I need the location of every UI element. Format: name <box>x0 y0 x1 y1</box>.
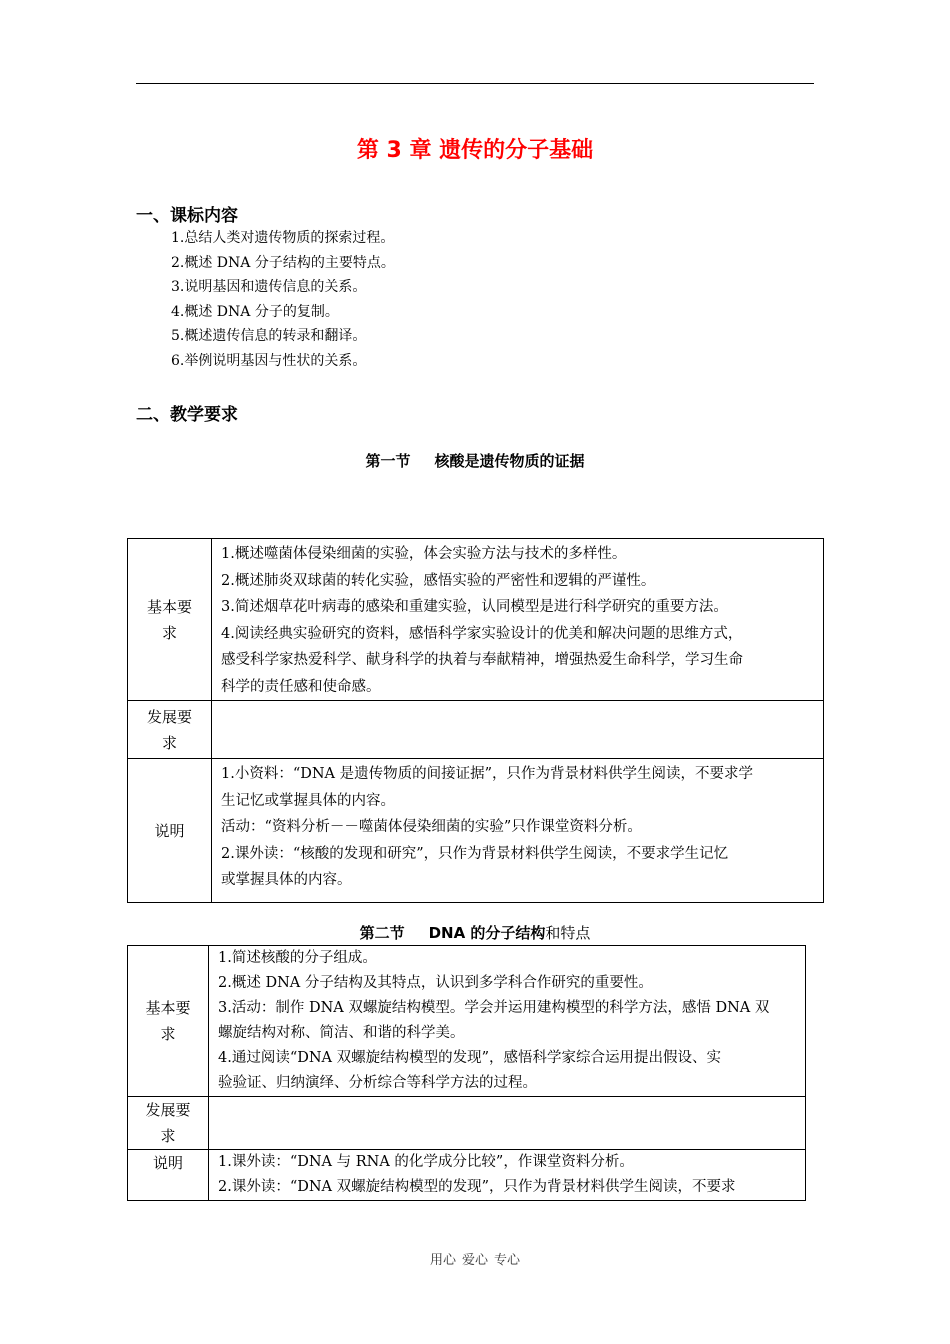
list-item: 3.说明基因和遗传信息的关系。 <box>171 279 367 296</box>
requirements-table-2 <box>127 945 806 1201</box>
row-label: 说明 <box>128 759 212 903</box>
list-item: 4.概述 DNA 分子的复制。 <box>171 303 339 320</box>
list-item: 6.举例说明基因与性状的关系。 <box>171 352 367 369</box>
section-heading-curriculum: 一、课标内容 <box>136 206 238 226</box>
subsection-name: DNA 的分子结构 <box>428 924 546 942</box>
row-content: 1.概述噬菌体侵染细菌的实验，体会实验方法与技术的多样性。 2.概述肺炎双球菌的转化实验，感悟实验的严密性和逻辑的严谨性。 3.简述烟草花叶病毒的感染和重建实验，认同模型是进行科学研究的重要方法。 4.阅读经典实验研究的资料，感悟科学家实验设计的优美和解决问题的思维方式， 感受科学家热爱科学、献身科学的执着与奉献精神，增强热爱生命科学，学习生命 科学的责任感和使命感。 <box>212 539 824 701</box>
row-label: 发展要 求 <box>128 701 212 759</box>
section-heading-teaching: 二、教学要求 <box>136 405 238 425</box>
table-row <box>128 946 806 1097</box>
chapter-title: 第 3 章 遗传的分子基础 <box>356 138 594 163</box>
subsection-number: 第二节 <box>359 924 405 942</box>
table-row <box>128 1150 806 1201</box>
row-label: 基本要 求 <box>128 946 209 1097</box>
curriculum-list <box>171 226 395 374</box>
table-row <box>128 1097 806 1150</box>
row-content: 1.简述核酸的分子组成。 2.概述 DNA 分子结构及其特点，认识到多学科合作研究的重要性。 3.活动：制作 DNA 双螺旋结构模型。学会并运用建构模型的科学方法，感悟 DNA 双 螺旋结构对称、简洁、和谐的科学美。 4.通过阅读“DNA 双螺旋结构模型的发现”，感悟科学家综合运用提出假设、实 验验证、归纳演绎、分析综合等科学方法的过程。 <box>209 946 806 1097</box>
list-item: 2.概述 DNA 分子结构的主要特点。 <box>171 254 395 271</box>
table-row <box>128 759 824 903</box>
row-label: 说明 <box>128 1150 209 1201</box>
subsection-title-1 <box>0 450 950 471</box>
header-rule <box>136 83 814 84</box>
page-footer: 用心 爱心 专心 <box>429 1253 521 1268</box>
subsection-name: 核酸是遗传物质的证据 <box>434 452 585 470</box>
row-content <box>212 701 824 759</box>
subsection-title-2 <box>0 922 950 943</box>
row-content: 1.小资料：“DNA 是遗传物质的间接证据”，只作为背景材料供学生阅读，不要求学 生记忆或掌握具体的内容。 活动：“资料分析－－噬菌体侵染细菌的实验”只作课堂资料分析。 2.课外读：“核酸的发现和研究”，只作为背景材料供学生阅读，不要求学生记忆 或掌握具体的内容。 <box>212 759 824 903</box>
table-row <box>128 539 824 701</box>
subsection-number: 第一节 <box>365 452 411 470</box>
subsection-name-rest: 和特点 <box>545 924 591 942</box>
requirements-table-1 <box>127 538 824 903</box>
list-item: 5.概述遗传信息的转录和翻译。 <box>171 328 367 345</box>
row-label: 发展要 求 <box>128 1097 209 1150</box>
row-content: 1.课外读：“DNA 与 RNA 的化学成分比较”，作课堂资料分析。 2.课外读：“DNA 双螺旋结构模型的发现”，只作为背景材料供学生阅读，不要求 <box>209 1150 806 1201</box>
row-label: 基本要 求 <box>128 539 212 701</box>
row-content <box>209 1097 806 1150</box>
table-row <box>128 701 824 759</box>
list-item: 1.总结人类对遗传物质的探索过程。 <box>171 230 395 246</box>
